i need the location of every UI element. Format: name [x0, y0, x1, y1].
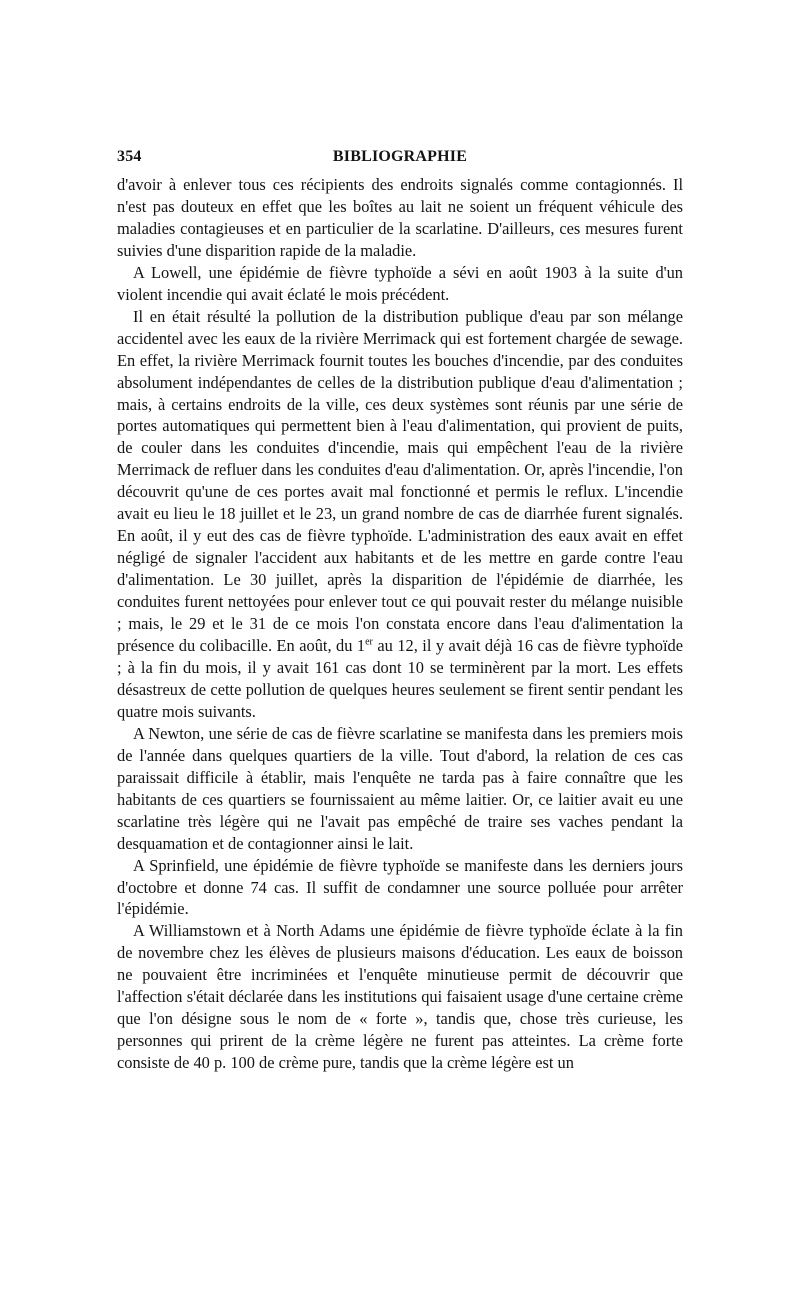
- section-title: BIBLIOGRAPHIE: [332, 148, 468, 165]
- paragraph-pollution: [117, 306, 683, 723]
- paragraph-williamstown: A Williamstown et à North Adams une épidémie de fièvre typhoïde éclate à la fin de novembre chez les élèves de plusieurs maisons d'éducation. Les eaux de boisson ne pouvaient être incriminées et l'enquête minutieuse permit de découvrir que l'affection s'était déclarée dans les institutions qui faisaient usage d'une certaine crème que l'on désigne sous le nom de « forte », tandis que, chose très curieuse, les personnes qui prirent de la crème légère ne furent pas atteintes. La crème forte consiste de 40 p. 100 de crème pure, tandis que la crème légère est un: [117, 921, 683, 1073]
- book-page: [117, 148, 683, 1074]
- page-number: 354: [117, 148, 142, 165]
- paragraph-newton: A Newton, une série de cas de fièvre scarlatine se manifesta dans les premiers mois de l'année dans quelques quartiers de la ville. Tout d'abord, la relation de ces cas paraissait difficile à établir, mais l'enquête ne tarda pas à faire connaître que les habitants de ces quartiers se fournissaient au même laitier. Or, ce laitier avait eu une scarlatine très légère qui ne l'avait pas empêché de traire ses vaches pendant la desquamation et de contagionner ainsi le lait.: [117, 723, 683, 853]
- ordinal-superscript: er: [365, 636, 373, 648]
- paragraph-lowell: A Lowell, une épidémie de fièvre typhoïde a sévi en août 1903 à la suite d'un violent incendie qui avait éclaté le mois précédent.: [117, 262, 683, 304]
- paragraph-pollution-text-part1: Il en était résulté la pollution de la distribution publique d'eau par son mélange accidentel avec les eaux de la rivière Merrimack qui est fortement chargée de sewage. En effet, la rivière Merrimack fournit toutes les bouches d'incendie, par des conduites absolument indépendantes de celles de la distribution publique d'eau d'alimentation ; mais, à certains endroits de la ville, ces deux systèmes sont réunis par une série de portes automatiques qui permettent bien à l'eau d'alimentation, qui provient de puits, de couler dans les conduites d'incendie, mais qui empêchent l'eau de la rivière Merrimack de refluer dans les conduites d'eau d'alimentation. Or, après l'incendie, l'on découvrit qu'une de ces portes avait mal fonctionné et permis le reflux. L'incendie avait eu lieu le 18 juillet et le 23, un grand nombre de cas de diarrhée furent signalés. En août, il y eut des cas de fièvre typhoïde. L'administration des eaux avait en effet négligé de signaler l'accident aux habitants et de les mettre en garde contre l'eau d'alimentation. Le 30 juillet, après la disparition de l'épidémie de diarrhée, les conduites furent nettoyées pour enlever tout ce qui pouvait rester du mélange nuisible ; mais, le 29 et le 31 de ce mois l'on constata encore dans l'eau d'alimentation la présence du colibacille. En août, du 1: [117, 306, 683, 656]
- paragraph-pollution-text-part2: au 12, il y avait déjà 16 cas de fièvre typhoïde ; à la fin du mois, il y avait 161 cas dont 10 se terminèrent par la mort. Les effets désastreux de cette pollution de quelques heures seulement se firent sentir pendant les quatre mois suivants.: [117, 636, 683, 721]
- paragraph-continuation: d'avoir à enlever tous ces récipients des endroits signalés comme contagionnés. Il n'est pas douteux en effet que les boîtes au lait ne soient un fréquent véhicule des maladies contagieuses et en particulier de la scarlatine. D'ailleurs, ces mesures furent suivies d'une disparition rapide de la maladie.: [117, 175, 683, 260]
- paragraph-sprinfield: A Sprinfield, une épidémie de fièvre typhoïde se manifeste dans les derniers jours d'octobre et donne 74 cas. Il suffit de condamner une source polluée pour arrêter l'épidémie.: [117, 855, 683, 919]
- body-text: [117, 174, 683, 1074]
- running-head: [117, 148, 683, 174]
